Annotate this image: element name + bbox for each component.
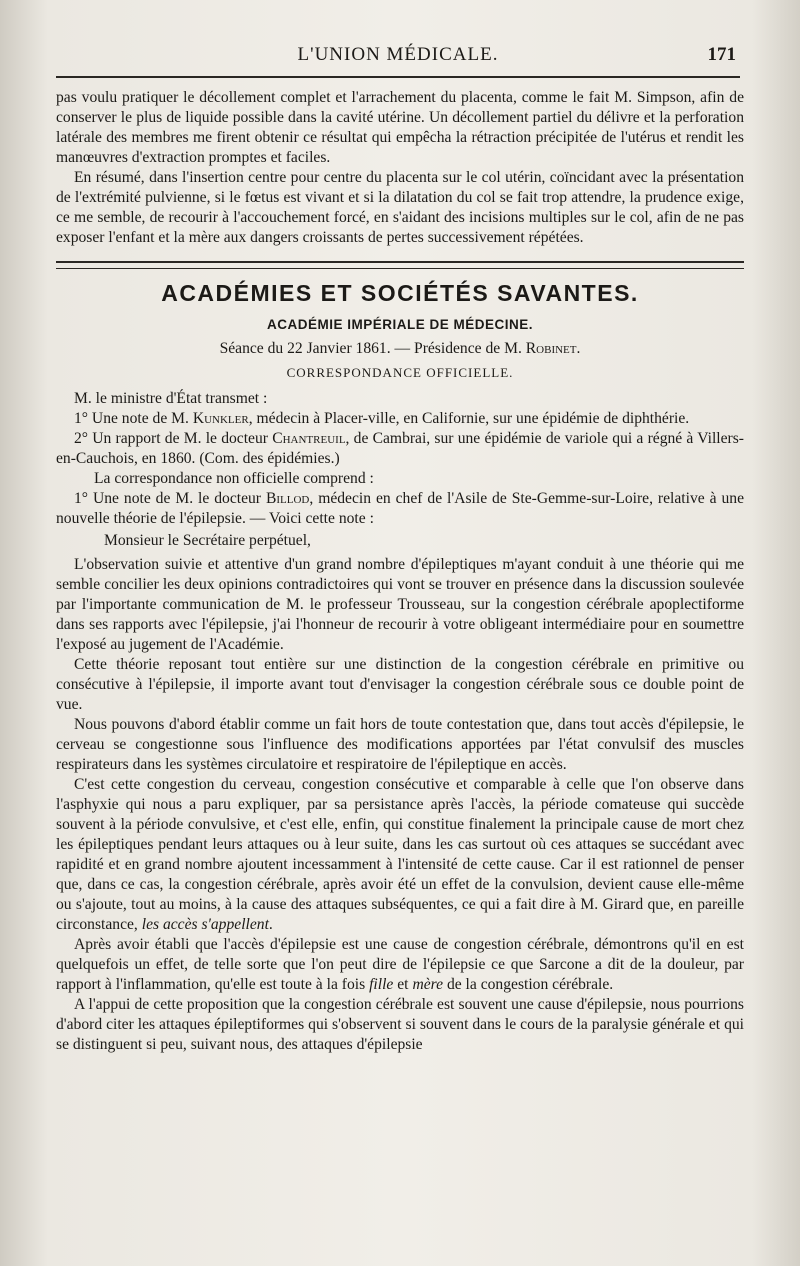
official-intro: M. le ministre d'État transmet : [74,390,268,407]
page-body [56,88,744,1055]
official-item-2 [56,429,744,469]
letter-paragraph-5-italic-1: fille [369,976,394,993]
letter-paragraph-4-text-a: C'est cette congestion du cerveau, congestion consécutive et comparable à celle que l'on observe dans l'asphyxie qui nous a paru expliquer, par sa persistance après l'accès, la période comateuse qui succède souvent à la période convulsive, et c'est elle, enfin, qui constitue finalement la principale cause de mort chez les épileptiques pendant leurs attaques ou à leur suite, dans les cas surtout où ces attaques se succédant avec rapidité et en grand nombre ajoutent incessamment à l'intensité de cette cause. Car il est rationnel de penser que, dans ce cas, la congestion cérébrale, après avoir été un effet de la convulsion, devient cause elle-même ou s'ajoute, tout au moins, à la cause des attaques subséquentes, ce qui a fait dire à M. Girard que, en pareille circonstance, [56,776,744,933]
letter-paragraph-2: Cette théorie reposant tout entière sur une distinction de la congestion cérébrale en primitive ou consécutive à l'épilepsie, il importe avant tout d'envisager la congestion cérébrale sous ce double point de vue. [56,656,744,713]
intro-paragraph-2: En résumé, dans l'insertion centre pour centre du placenta sur le col utérin, coïncidant avec la présentation de l'extrémité pulvienne, si le fœtus est vivant et si la dilatation du col se fait trop attendre, la prudence exige, ce me semble, de recourir à l'accouchement forcé, en s'aidant des incisions multiples sur le col, afin de ne pas exposer l'enfant et la mère aux dangers croissants de pertes successivement répétées. [56,169,744,246]
unofficial-item-1-text-b: , médecin en chef de l'Asile de Ste-Gemme-sur-Loire, relative à une nouvelle théorie de l'épilepsie. — Voici cette note : [56,490,745,527]
intro-paragraph-1: pas voulu pratiquer le décollement complet et l'arrachement du placenta, comme le fait M. Simpson, afin de conserver le plus de liquide possible dans la cavité utérine. Un décollement partiel du délivre et la perforation latérale des membres me firent obtenir ce résultat qui empêcha la rétraction précipitée de l'utérus et rendit les manœuvres d'extraction promptes et faciles. [56,89,744,166]
official-item-1-text-b: , médecin à Placer-ville, en Californie, sur une épidémie de diphthérie. [248,410,690,427]
unofficial-item-1-name: Billod [265,490,310,507]
header-rule [56,76,740,78]
letter-paragraph-5-text-b: de la congestion cérébrale. [446,976,614,993]
unofficial-item-1 [56,489,744,529]
official-item-1 [56,409,744,429]
official-item-1-name: Kunkler [192,410,249,427]
running-header [56,44,740,70]
session-president: Robinet [525,340,577,357]
official-item-2-text-b: , de Cambrai, sur une épidémie de variole qui a régné à Villers-en-Cauchois, en 1860. (Com. des épidémies.) [56,430,744,467]
session-suffix: . [576,340,581,357]
official-item-1-text-a: 1° Une note de M. [74,410,189,427]
running-title: L'UNION MÉDICALE. [297,44,499,65]
section-title: ACADÉMIES ET SOCIÉTÉS SAVANTES. [161,280,639,306]
session-line [56,339,744,359]
official-item-2-text-a: 2° Un rapport de M. le docteur [74,430,268,447]
official-item-2-name: Chantreuil [272,430,346,447]
letter-paragraph-5-italic-2: mère [412,976,444,993]
letter-paragraph-4-italic: les accès s'appellent [141,916,269,933]
letter-paragraph-5-mid: et [397,976,409,993]
letter-paragraph-5 [56,935,744,995]
academy-heading: ACADÉMIE IMPÉRIALE DE MÉDECINE. [266,317,534,332]
unofficial-intro: La correspondance non officielle comprend : [94,470,374,487]
letter-paragraph-4-text-b: . [268,916,273,933]
section-divider [56,261,744,269]
session-prefix: Séance du 22 Janvier 1861. — Présidence de M. [219,340,522,357]
letter-paragraph-5-text-a: Après avoir établi que l'accès d'épilepsie est une cause de congestion cérébrale, démontrons qu'il en est quelquefois un effet, de telle sorte que l'on peut dire de l'épilepsie ce que Sarcone a dit de la douleur, par rapport à l'inflammation, qu'elle est toute à la fois [56,936,744,993]
correspondence-title: CORRESPONDANCE OFFICIELLE. [286,365,514,380]
letter-paragraph-6: A l'appui de cette proposition que la congestion cérébrale est souvent une cause d'épilepsie, nous pourrions d'abord citer les attaques épileptiformes qui s'observent si souvent dans le cours de la paralysie générale et qui se distinguent si peu, suivant nous, des attaques d'épilepsie [56,996,744,1053]
letter-salutation: Monsieur le Secrétaire perpétuel, [104,532,311,549]
page-number: 171 [707,44,736,65]
letter-paragraph-3: Nous pouvons d'abord établir comme un fait hors de toute contestation que, dans tout accès d'épilepsie, le cerveau se congestionne sous l'influence des modifications apportées par l'état convulsif des muscles respirateurs dans les systèmes circulatoire et respiratoire de l'épileptique en accès. [56,716,744,773]
unofficial-item-1-text-a: 1° Une note de M. le docteur [74,490,262,507]
letter-paragraph-1: L'observation suivie et attentive d'un grand nombre d'épileptiques m'ayant conduit à une théorie qui me semble concilier les deux opinions contradictoires qui vont se trouver en présence dans la discussion soulevée par l'importante communication de M. le professeur Trousseau, sur la congestion cérébrale apoplectiforme dans ses rapports avec l'épilepsie, j'ai l'honneur de recourir à votre obligeant intermédiaire pour en soumettre l'exposé au jugement de l'Académie. [56,556,744,653]
letter-paragraph-4 [56,775,744,935]
